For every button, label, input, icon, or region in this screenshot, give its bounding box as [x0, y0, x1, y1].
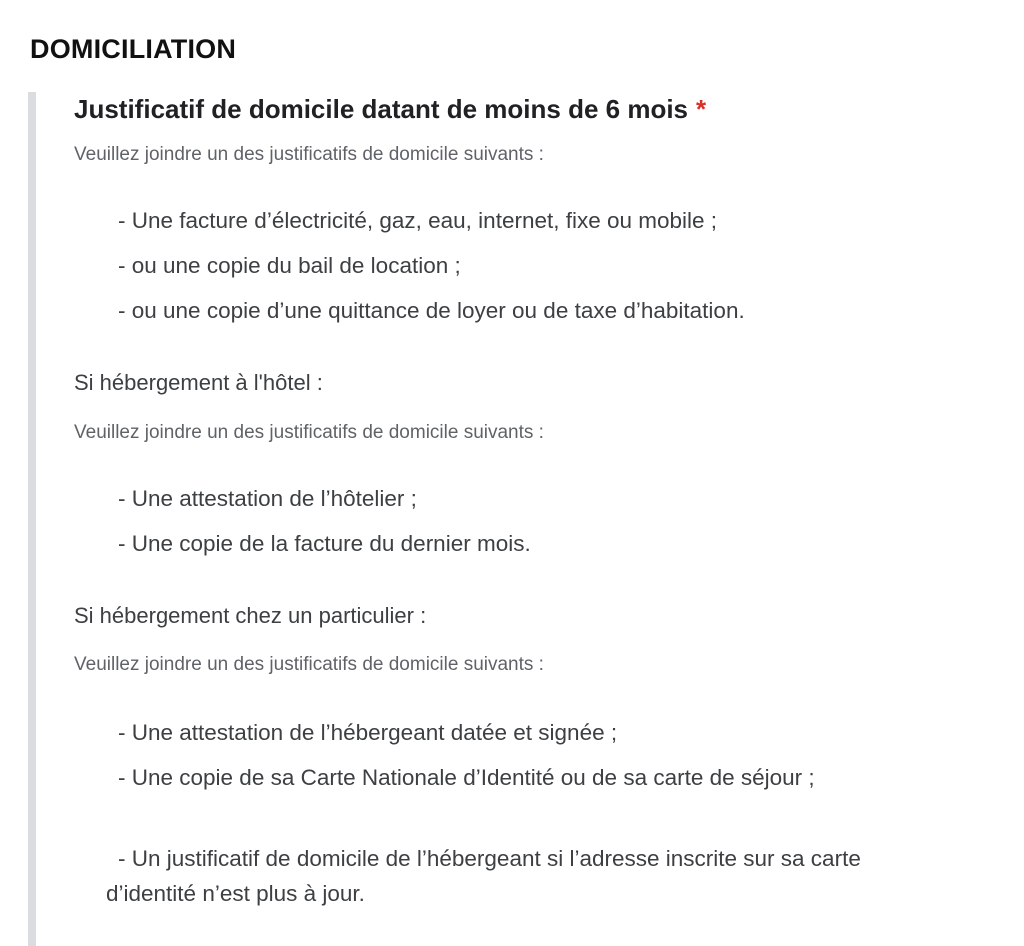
hotel-heading: Si hébergement à l'hôtel :: [74, 370, 323, 395]
list-item-text: - Une copie de sa Carte Nationale d’Identité ou de sa carte de séjour ;: [118, 765, 815, 790]
list-item: - ou une copie d’une quittance de loyer ou de taxe d’habitation.: [118, 298, 745, 323]
particulier-heading: Si hébergement chez un particulier :: [74, 603, 427, 628]
list-item: - ou une copie du bail de location ;: [118, 253, 461, 278]
particulier-description: Veuillez joindre un des justificatifs de domicile suivants :: [74, 654, 544, 675]
question-description: Veuillez joindre un des justificatifs de domicile suivants :: [74, 144, 544, 165]
question-label-text: Justificatif de domicile datant de moins de 6 mois: [74, 94, 689, 124]
list-item: - Une attestation de l’hôtelier ;: [118, 486, 417, 511]
list-item-text: - Un justificatif de domicile de l’hébergeant si l’adresse inscrite sur sa carte d’identité n’est plus à jour.: [106, 846, 861, 906]
list-item: - Une copie de la facture du dernier mois.: [118, 531, 531, 556]
hotel-description: Veuillez joindre un des justificatifs de domicile suivants :: [74, 422, 544, 443]
required-asterisk: *: [696, 94, 707, 124]
question-block: [28, 92, 996, 946]
section-title: DOMICILIATION: [30, 34, 237, 64]
list-item: [106, 841, 896, 911]
list-item: [106, 760, 896, 795]
list-item: - Une facture d’électricité, gaz, eau, internet, fixe ou mobile ;: [118, 208, 718, 233]
list-item: - Une attestation de l’hébergeant datée et signée ;: [118, 720, 618, 745]
question-label: [74, 94, 706, 125]
